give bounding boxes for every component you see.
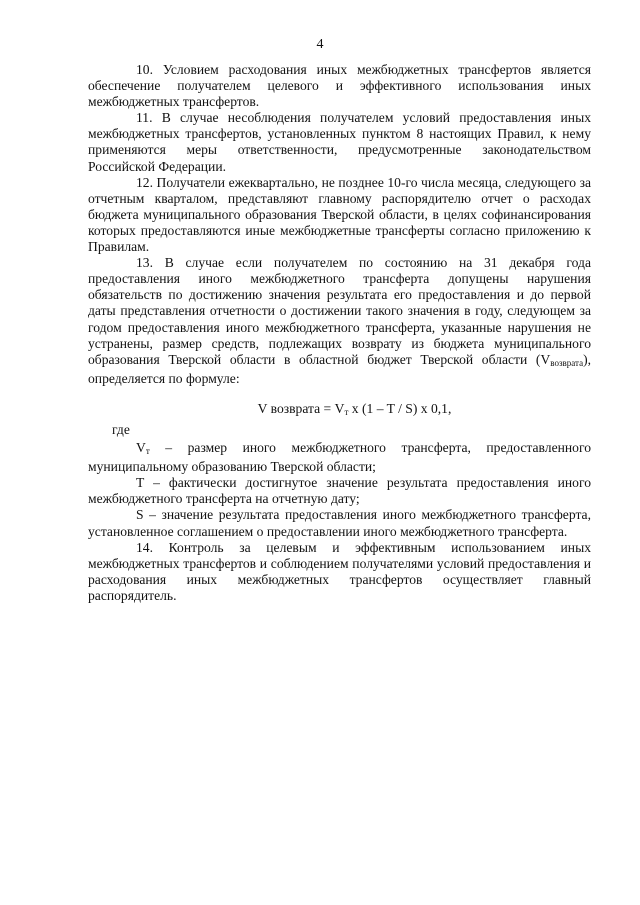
definition-s: S – значение результата предоставления иного межбюджетного трансферта, установленное соглашением о предоставлении иного межбюджетного трансферта. [88,507,591,539]
definition-vt-symbol: V [136,440,146,456]
paragraph-13-end: ), определяется по формуле: [88,351,591,386]
return-formula [88,401,591,420]
definition-vt-text: – размер иного межбюджетного трансферта, предоставленного муниципальному образованию Тверской области; [88,440,591,475]
definition-t: T – фактически достигнутое значение результата предоставления иного межбюджетного трансферта на отчетную дату; [88,475,591,507]
paragraph-12: 12. Получатели ежеквартально, не позднее 10-го числа месяца, следующего за отчетным кварталом, представляют главному распорядителю отчет о расходах бюджета муниципального образования Тверской области, в целях софинансирования которых предоставляются иные межбюджетные трансферты согласно приложению к Правилам. [88,174,591,255]
paragraph-10: 10. Условием расходования иных межбюджетных трансфертов является обеспечение получателем целевого и эффективного использования иных межбюджетных трансфертов. [88,62,591,110]
paragraph-13-subscript: возврата [550,357,584,368]
paragraph-13 [88,255,591,387]
page-number: 4 [316,37,324,52]
where-label: где [112,421,130,437]
definition-vt-subscript: т [145,446,150,457]
formula-right: x (1 – T / S) x 0,1, [348,400,452,416]
definition-vt [88,440,591,475]
paragraph-11: 11. В случае несоблюдения получателем условий предоставления иных межбюджетных трансфертов, установленных пунктом 8 настоящих Правил, к нему применяются меры ответственности, предусмотренные законодательством Российской Федерации. [88,110,591,174]
document-body [88,62,591,604]
paragraph-13-text: 13. В случае если получателем по состоянию на 31 декабря года предоставления иного межбюджетного трансферта допущены нарушения обязательств по достижению значения результата его предоставления и до первой даты представления отчетности о достижении такого значения в году, следующем за годом предоставления иного межбюджетного трансферта, указанные нарушения не устранены, размер средств, подлежащих возврату из бюджета муниципального образования Тверской области в областной бюджет Тверской области (V [88,255,591,367]
paragraph-14: 14. Контроль за целевым и эффективным использованием иных межбюджетных трансфертов и соблюдением получателями условий предоставления и расходования иных межбюджетных трансфертов осуществляет главный распорядитель. [88,539,591,603]
formula-subscript: т [344,406,349,417]
formula-left: V возврата = V [257,400,345,416]
